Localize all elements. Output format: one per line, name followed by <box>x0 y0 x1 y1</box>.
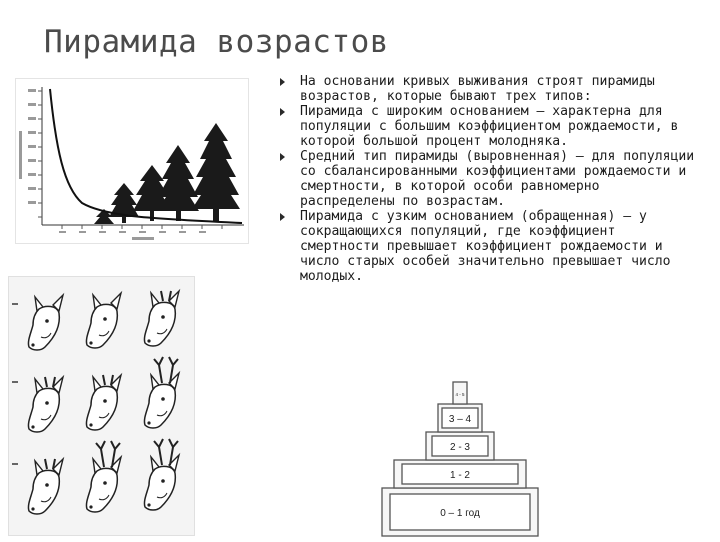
age-pyramid-figure <box>380 380 540 538</box>
pyramid-label-3: 3 – 4 <box>448 414 472 425</box>
deer-head-icon <box>9 277 194 535</box>
bullet-text: На основании кривых выживания строят пирамиды возрастов, которые бывают трех типов: <box>300 74 655 104</box>
conifer-tree-icon <box>94 123 240 224</box>
bullet-item <box>278 209 698 284</box>
survival-curve-illustration <box>16 79 248 243</box>
bullet-text: Средний тип пирамиды (выровненная) – для популяции со сбалансированными коэффициентами рождаемости и смертности, в которой особи равномерно распределены по возрастам. <box>300 149 695 209</box>
pyramid-label-0: 0 – 1 год <box>440 508 480 519</box>
bullet-text: Пирамида с широким основанием – характерна для популяции с большим коэффициентом рождаемости, в которой большой процент молодняка. <box>300 104 679 149</box>
age-pyramid <box>380 380 540 538</box>
bullet-list <box>278 74 698 284</box>
pyramid-label-1: 1 - 2 <box>449 470 471 481</box>
deer-heads-figure <box>8 276 195 536</box>
survival-curve-figure <box>15 78 249 244</box>
slide-title: Пирамида возрастов <box>44 24 389 60</box>
triangle-right-icon <box>280 213 285 221</box>
triangle-right-icon <box>280 153 285 161</box>
bullet-item <box>278 149 698 209</box>
bullet-item <box>278 74 698 104</box>
bullet-item <box>278 104 698 149</box>
pyramid-label-2: 2 - 3 <box>449 442 471 453</box>
bullet-text: Пирамида с узким основанием (обращенная) – у сокращающихся популяций, где коэффициент смертности превышает коэффициент рождаемости и число старых особей значительно превышает число молодых. <box>300 209 671 284</box>
triangle-right-icon <box>280 108 285 116</box>
triangle-right-icon <box>280 78 285 86</box>
pyramid-label-4: 4 - 5 <box>455 392 465 397</box>
